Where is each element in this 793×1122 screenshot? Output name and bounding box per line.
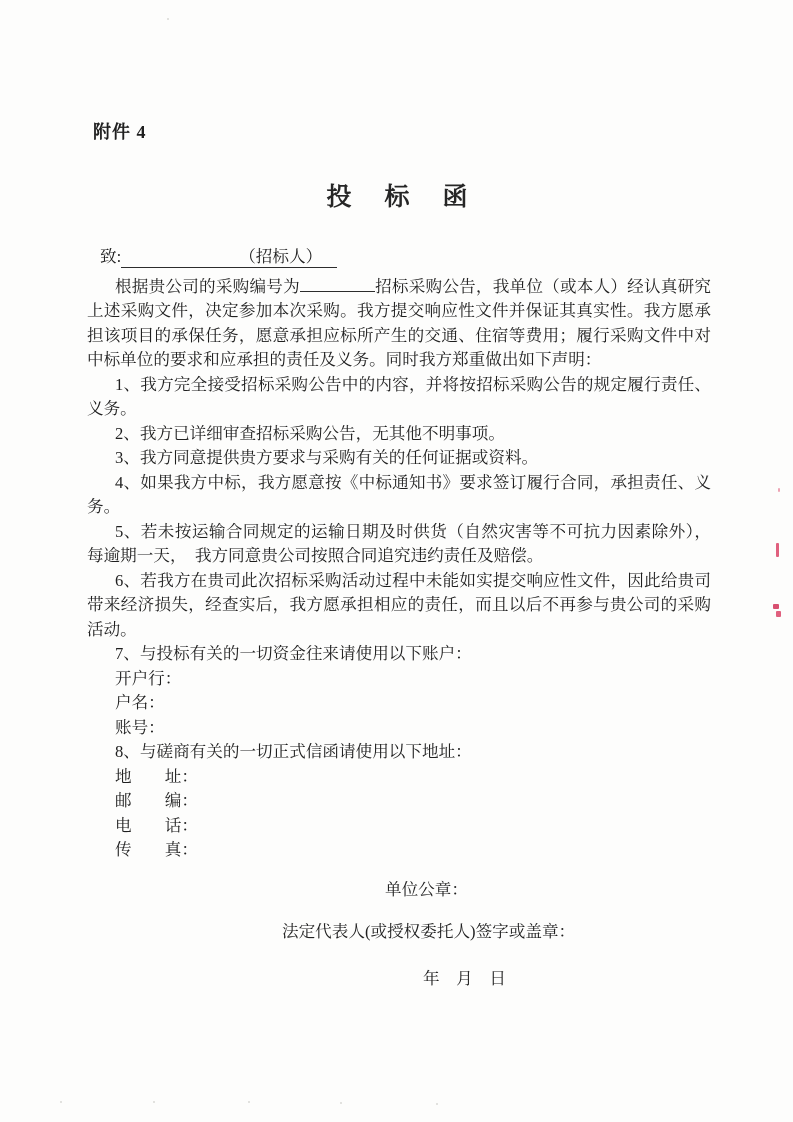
declaration-item-4: 4、如果我方中标，我方愿意按《中标通知书》要求签订履行合同，承担责任、义务。 [87, 472, 711, 516]
scan-speck [153, 1101, 155, 1103]
scan-speck [60, 1101, 62, 1103]
declaration-item-2: 2、我方已详细审查招标采购公告，无其他不明事项。 [115, 423, 505, 443]
field-opening-bank: 开户行： [115, 668, 182, 688]
field-postcode: 邮 编： [115, 791, 198, 810]
declaration-item-7: 7、与投标有关的一切资金往来请使用以下账户： [115, 644, 472, 663]
declaration-item-6: 6、若我方在贵司此次招标采购活动过程中未能如实提交响应性文件，因此给贵司带来经济损失，经查实后，我方愿承担相应的责任，而且以后不再参与贵公司的采购活动。 [87, 570, 711, 639]
recipient-hint: （招标人） [239, 247, 323, 266]
field-fax: 传 真： [115, 840, 198, 859]
salutation-prefix: 致: [100, 247, 122, 266]
intro-after-blank: 招标采购公告，我单位（或本人）经认真研究上述采购文件，决定参加本次采购。我方提交响应性文件并保证其真实性。我方愿承担该项目的承保任务，愿意承担应标所产生的交通、住宿等费用；履行采购文件中对中标单位的要求和应承担的责任及义务。同时我方郑重做出如下声明： [87, 276, 712, 369]
scan-speck [167, 18, 169, 20]
procurement-number-blank [300, 277, 375, 292]
company-seal-label: 单位公章： [385, 879, 468, 899]
scan-speck [340, 1102, 342, 1104]
field-address: 地 址： [115, 766, 198, 786]
field-phone: 电 话： [115, 815, 198, 835]
intro-before-blank: 根据贵公司的采购编号为 [115, 276, 300, 296]
date-line: 年 月 日 [423, 968, 506, 988]
document-title: 投 标 函 [326, 184, 472, 211]
document-content [87, 0, 711, 991]
attachment-label: 附件 4 [93, 122, 147, 142]
declaration-item-8: 8、与磋商有关的一切正式信函请使用以下地址： [115, 742, 472, 761]
scan-speck [248, 1101, 250, 1103]
scan-speck [436, 1103, 438, 1105]
scan-mark [776, 611, 781, 617]
declaration-item-3: 3、我方同意提供贵方要求与采购有关的任何证据或资料。 [115, 448, 539, 467]
field-account-name: 户名： [115, 693, 165, 712]
scan-mark [776, 543, 779, 557]
intro-paragraph [87, 275, 711, 373]
scan-mark [773, 604, 779, 609]
declaration-item-1: 1、我方完全接受招标采购公告中的内容，并将按招标采购公告的规定履行责任、义务。 [87, 374, 711, 418]
recipient-blank-line [121, 247, 337, 268]
declaration-item-5: 5、若未按运输合同规定的运输日期及时供货（自然灾害等不可抗力因素除外），每逾期一天， 我方同意贵公司按照合同追究违约责任及赔偿。 [87, 521, 711, 565]
salutation-line [100, 245, 711, 270]
field-account-number: 账号： [115, 717, 165, 737]
scan-mark [778, 488, 780, 492]
legal-representative-signature-label: 法定代表人(或授权委托人)签字或盖章： [282, 922, 576, 941]
document-body [87, 245, 711, 991]
